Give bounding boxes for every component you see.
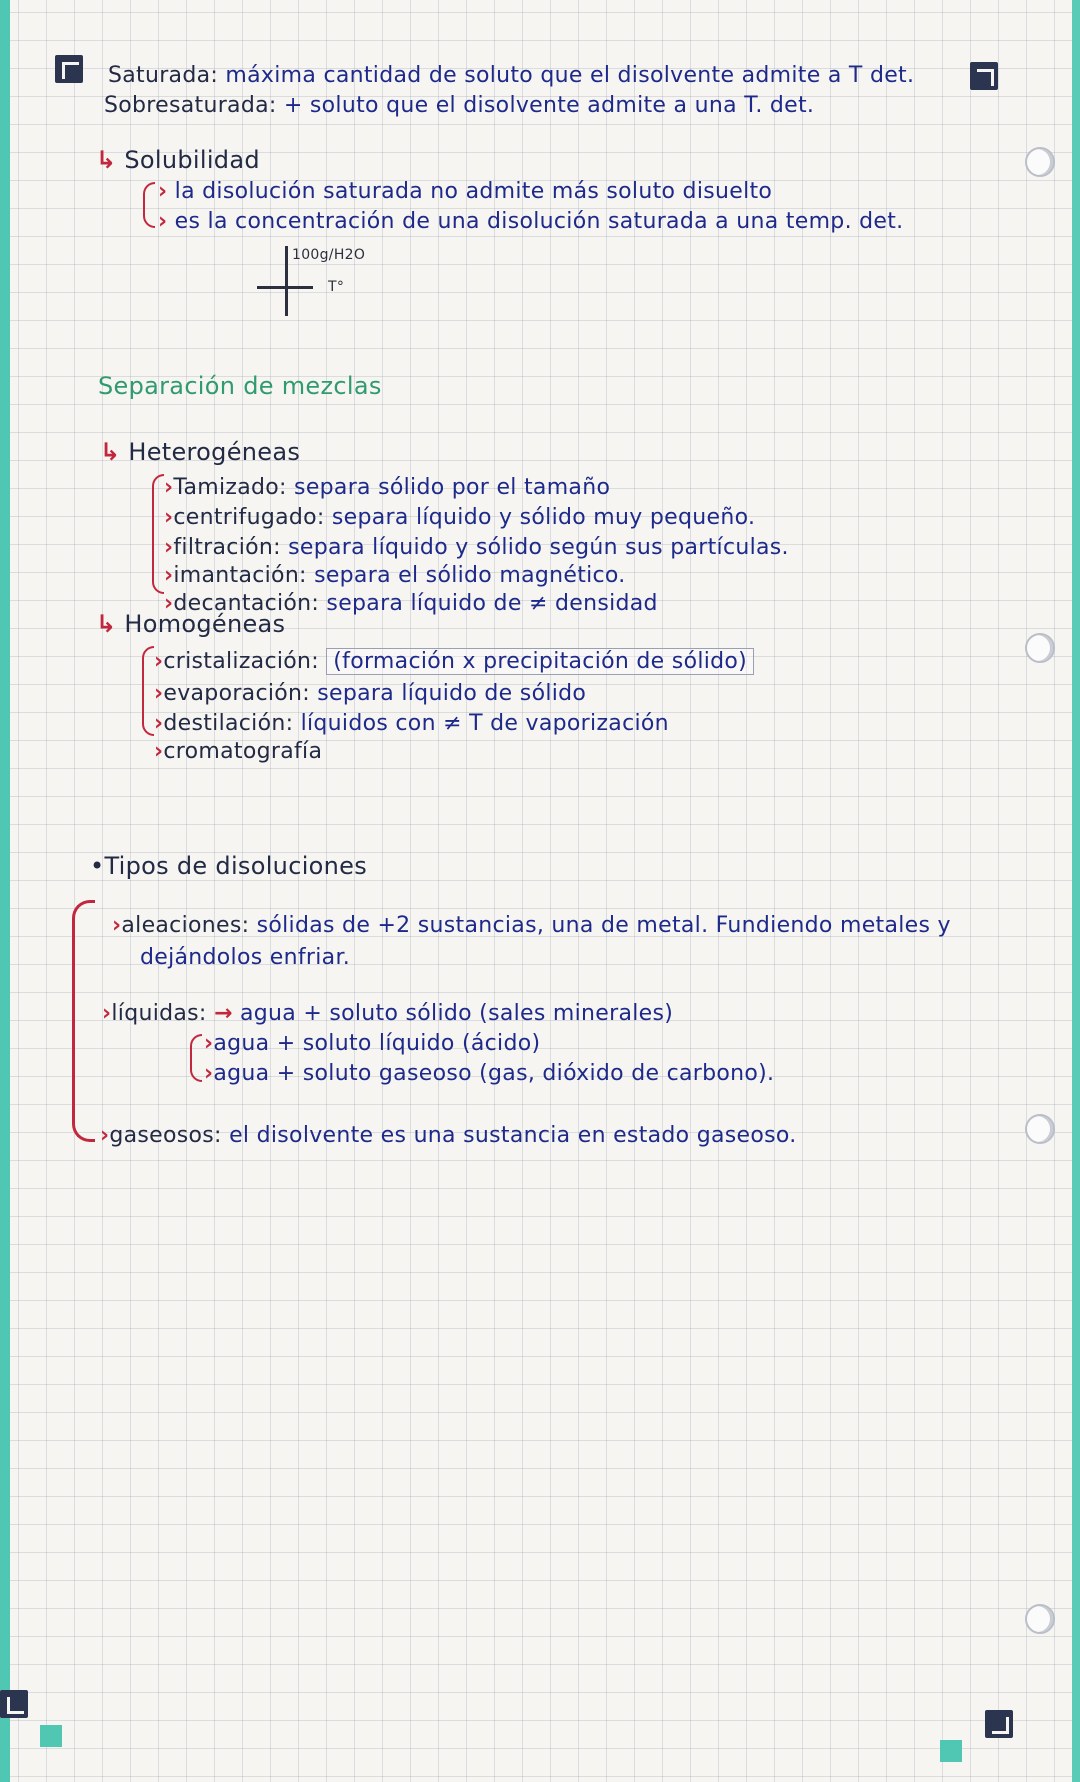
corner-mark-icon [970, 62, 998, 90]
note-sobresaturada [104, 92, 814, 120]
heterogeneas-item: ›Tamizado: separa sólido por el tamaño [164, 475, 611, 500]
homogeneas-item: ›evaporación: separa líquido de sólido [154, 681, 587, 706]
heterogeneas-item: ›imantación: separa el sólido magnético. [164, 563, 626, 588]
heading-heterogeneas [100, 438, 300, 466]
brace-icon [143, 182, 155, 228]
green-square-icon [40, 1725, 62, 1747]
homogeneas-item: ›cristalización: (formación x precipitación de sólido) [154, 648, 754, 676]
heterogeneas-item: ›filtración: separa líquido y sólido según sus partículas. [164, 535, 789, 560]
page-edge-left [0, 0, 10, 1782]
brace-icon [142, 646, 154, 736]
heading-separacion: Separación de mezclas [98, 372, 382, 400]
heading-homogeneas [96, 610, 285, 638]
homogeneas-item: ›cromatografía [154, 739, 323, 764]
heading-solubilidad [96, 146, 260, 174]
note-liquidas: ›líquidas: → agua + soluto sólido (sales minerales) [102, 1001, 674, 1026]
binder-hole-icon [1025, 1114, 1055, 1144]
arrow-icon: ↳ [100, 438, 121, 466]
note-saturada [108, 62, 914, 90]
green-square-icon [940, 1740, 962, 1762]
binder-hole-icon [1025, 1604, 1055, 1634]
arrow-icon: ↳ [96, 610, 117, 638]
binder-hole-icon [1025, 633, 1055, 663]
note-aleaciones: ›aleaciones: sólidas de +2 sustancias, una de metal. Fundiendo metales y [112, 913, 951, 938]
brace-icon [72, 900, 95, 1142]
arrow-icon: ↳ [96, 146, 117, 174]
brace-icon [152, 474, 164, 594]
liquidas-item: ›agua + soluto gaseoso (gas, dióxido de carbono). [204, 1061, 775, 1086]
def-saturada: máxima cantidad de soluto que el disolvente admite a T det. [218, 63, 915, 88]
note-gaseosos: ›gaseosos: el disolvente es una sustancia en estado gaseoso. [100, 1123, 797, 1148]
term-saturada: Saturada: [108, 63, 219, 88]
arrow-icon: › [158, 209, 168, 234]
def-sobresaturada: + soluto que el disolvente admite a una T. det. [276, 93, 815, 118]
homogeneas-title: Homogéneas [124, 610, 286, 638]
arrow-icon: › [158, 179, 168, 204]
heterogeneas-item: ›centrifugado: separa líquido y sólido muy pequeño. [164, 505, 756, 530]
corner-mark-icon [985, 1710, 1013, 1738]
corner-mark-icon [0, 1690, 28, 1718]
graph-x-axis [257, 286, 313, 289]
corner-mark-icon [55, 55, 83, 83]
note-aleaciones-cont: dejándolos enfriar. [140, 945, 351, 970]
solubilidad-item: › es la concentración de una disolución saturada a una temp. det. [158, 209, 904, 234]
heterogeneas-item: ›decantación: separa líquido de ≠ densidad [164, 591, 658, 616]
graph-y-label: 100g/H2O [292, 247, 366, 263]
solubilidad-title: Solubilidad [124, 146, 260, 174]
binder-hole-icon [1025, 147, 1055, 177]
homogeneas-item: ›destilación: líquidos con ≠ T de vaporización [154, 711, 669, 736]
page-edge-right [1072, 0, 1080, 1782]
term-sobresaturada: Sobresaturada: [104, 93, 277, 118]
brace-icon [190, 1034, 202, 1082]
heading-tipos: •Tipos de disoluciones [90, 852, 368, 880]
heterogeneas-title: Heterogéneas [128, 438, 301, 466]
graph-y-axis [285, 246, 288, 316]
graph-x-label: T° [328, 279, 345, 295]
solubilidad-item: › la disolución saturada no admite más soluto disuelto [158, 179, 773, 204]
liquidas-item: ›agua + soluto líquido (ácido) [204, 1031, 541, 1056]
